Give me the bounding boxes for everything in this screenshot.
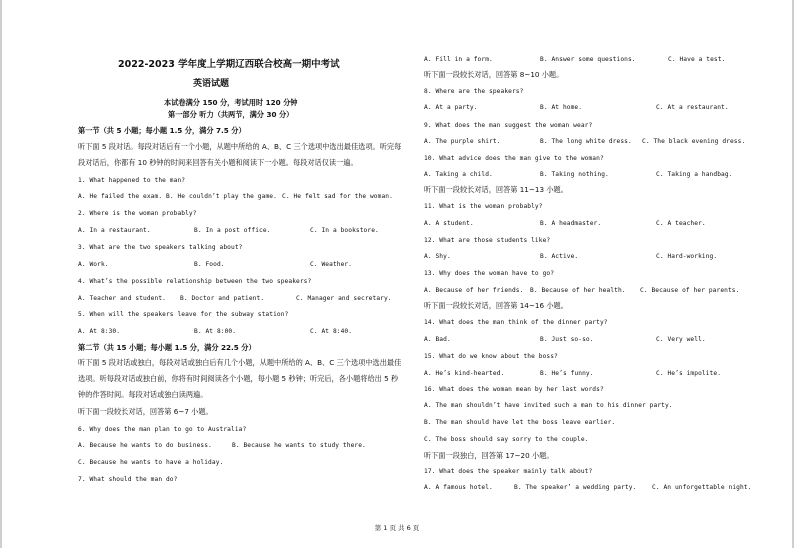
question-5-option-a: A. At 8:30.: [78, 328, 121, 335]
question-17: 17. What does the speaker mainly talk about?: [424, 468, 593, 475]
question-14: 14. What does the man think of the dinner party?: [424, 319, 608, 326]
question-15: 15. What do we know about the boss?: [424, 353, 558, 360]
question-4-option-b: B. Doctor and patient.: [180, 295, 265, 302]
question-9-option-a: A. The purple shirt.: [424, 138, 501, 145]
question-8-option-a: A. At a party.: [424, 104, 478, 111]
question-13-option-b: B. Because of her health.: [530, 287, 626, 294]
question-5-option-c: C. At 8:40.: [310, 328, 353, 335]
question-1: 1. What happened to the man?: [78, 177, 186, 184]
question-4: 4. What’s the possible relationship between the two speakers?: [78, 278, 312, 285]
question-9-option-b: B. The long white dress.: [540, 138, 632, 145]
question-6-option-c: C. Because he wants to have a holiday.: [78, 459, 224, 466]
question-10-option-a: A. Taking a child.: [424, 171, 493, 178]
question-16-option-b: B. The man should have let the boss leave earlier.: [424, 419, 616, 426]
question-1-option-b: B. He couldn’t play the game.: [166, 193, 277, 200]
question-17-option-b: B. The speaker’ a wedding party.: [514, 484, 637, 491]
question-3-option-b: B. Food.: [194, 261, 225, 268]
question-11-option-c: C. A teacher.: [656, 220, 706, 227]
exam-info-score-time: 本试卷满分 150 分，考试用时 120 分钟: [164, 98, 298, 107]
question-2: 2. Where is the woman probably?: [78, 210, 197, 217]
question-1-option-a: A. He failed the exam.: [78, 193, 163, 200]
section-two-instruction-line2: 选项。听每段对话或独白前，你将有时间阅读各个小题，每小题 5 秒钟；听完后，各小题将给出 5 秒: [78, 374, 399, 383]
listening-prompt-6-7: 听下面一段较长对话，回答第 6~7 小题。: [78, 407, 213, 416]
question-10-option-b: B. Taking nothing.: [540, 171, 609, 178]
question-7-option-c: C. Have a test.: [668, 56, 726, 63]
question-7-option-a: A. Fill in a form.: [424, 56, 493, 63]
question-10: 10. What advice does the man give to the woman?: [424, 155, 604, 162]
question-1-option-c: C. He felt sad for the woman.: [282, 193, 393, 200]
question-8-option-b: B. At home.: [540, 104, 583, 111]
question-2-option-c: C. In a bookstore.: [310, 227, 379, 234]
question-8-option-c: C. At a restaurant.: [656, 104, 729, 111]
section-two-heading: 第二节（共 15 小题；每小题 1.5 分，满分 22.5 分）: [78, 343, 256, 352]
listening-prompt-11-13: 听下面一段较长对话，回答第 11~13 小题。: [424, 185, 568, 194]
section-two-instruction-line1: 听下面 5 段对话或独白，每段对话或独白后有几个小题，从题中所给的 A、B、C 三个选项中选出最佳: [78, 358, 402, 367]
question-3-option-a: A. Work.: [78, 261, 109, 268]
question-9-option-c: C. The black evening dress.: [642, 138, 746, 145]
section-one-instruction-line2: 段对话后，你都有 10 秒钟的时间来回答有关小题和阅读下一小题。每段对话仅读一遍。: [78, 158, 358, 167]
question-17-option-a: A. A famous hotel.: [424, 484, 493, 491]
question-2-option-a: A. In a restaurant.: [78, 227, 151, 234]
question-16-option-a: A. The man shouldn’t have invited such a man to his dinner party.: [424, 402, 673, 409]
exam-title: 2022-2023 学年度上学期辽西联合校高一期中考试: [118, 59, 340, 70]
section-two-instruction-line3: 钟的作答时间。每段对话或独白读两遍。: [78, 390, 208, 399]
question-6: 6. Why does the man plan to go to Australia?: [78, 426, 247, 433]
question-12-option-a: A. Shy.: [424, 253, 451, 260]
question-9: 9. What does the man suggest the woman wear?: [424, 122, 593, 129]
scan-edge-left: [0, 0, 2, 548]
question-7-option-b: B. Answer some questions.: [540, 56, 636, 63]
question-5: 5. When will the speakers leave for the subway station?: [78, 311, 289, 318]
question-5-option-b: B. At 8:00.: [194, 328, 237, 335]
question-4-option-c: C. Manager and secretary.: [296, 295, 392, 302]
question-14-option-b: B. Just so-so.: [540, 336, 594, 343]
question-3: 3. What are the two speakers talking about?: [78, 244, 243, 251]
page-number-footer: 第 1 页 共 6 页: [374, 524, 420, 532]
question-13-option-c: C. Because of her parents.: [640, 287, 740, 294]
question-15-option-c: C. He’s impolite.: [656, 370, 722, 377]
question-14-option-a: A. Bad.: [424, 336, 451, 343]
question-6-option-b: B. Because he wants to study there.: [232, 442, 366, 449]
question-16-option-c: C. The boss should say sorry to the couple.: [424, 436, 589, 443]
question-17-option-c: C. An unforgettable night.: [652, 484, 752, 491]
section-one-heading: 第一节（共 5 小题；每小题 1.5 分，满分 7.5 分）: [78, 126, 246, 135]
question-4-option-a: A. Teacher and student.: [78, 295, 166, 302]
question-11-option-b: B. A headmaster.: [540, 220, 602, 227]
listening-prompt-17-20: 听下面一段独白，回答第 17~20 小题。: [424, 451, 554, 460]
listening-prompt-8-10: 听下面一段较长对话，回答第 8~10 小题。: [424, 70, 564, 79]
listening-prompt-14-16: 听下面一段较长对话，回答第 14~16 小题。: [424, 301, 568, 310]
question-13-option-a: A. Because of her friends.: [424, 287, 524, 294]
part-one-heading: 第一部分 听力（共两节，满分 30 分）: [168, 110, 294, 119]
question-3-option-c: C. Weather.: [310, 261, 353, 268]
question-11: 11. What is the woman probably?: [424, 203, 543, 210]
question-14-option-c: C. Very well.: [656, 336, 706, 343]
question-6-option-a: A. Because he wants to do business.: [78, 442, 212, 449]
question-12-option-b: B. Active.: [540, 253, 579, 260]
question-12: 12. What are those students like?: [424, 237, 551, 244]
question-10-option-c: C. Taking a handbag.: [656, 171, 733, 178]
exam-subtitle: 英语试题: [193, 79, 230, 89]
question-15-option-b: B. He’s funny.: [540, 370, 594, 377]
question-15-option-a: A. He’s kind-hearted.: [424, 370, 505, 377]
question-7: 7. What should the man do?: [78, 476, 178, 483]
question-11-option-a: A. A student.: [424, 220, 474, 227]
section-one-instruction-line1: 听下面 5 段对话。每段对话后有一个小题，从题中所给的 A、B、C 三个选项中选出最佳选项。听完每: [78, 142, 402, 151]
question-13: 13. Why does the woman have to go?: [424, 270, 555, 277]
question-12-option-c: C. Hard-working.: [656, 253, 718, 260]
question-2-option-b: B. In a post office.: [194, 227, 271, 234]
question-8: 8. Where are the speakers?: [424, 88, 524, 95]
question-16: 16. What does the woman mean by her last words?: [424, 386, 604, 393]
